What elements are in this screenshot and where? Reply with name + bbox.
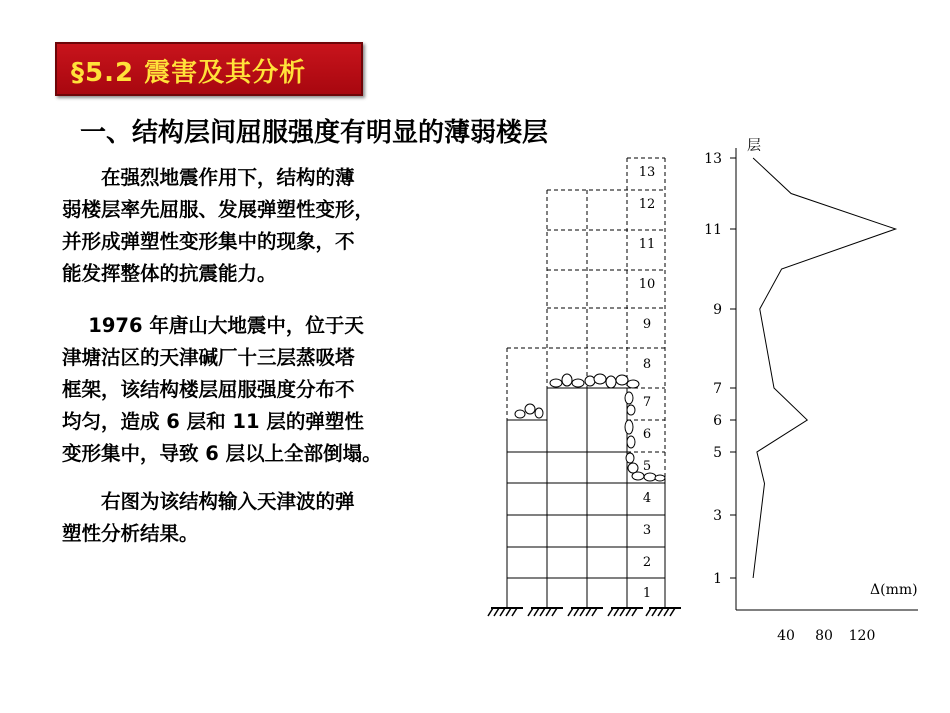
- floor-label: 9: [642, 317, 652, 332]
- y-tick-label: 13: [704, 151, 722, 167]
- y-tick-label: 3: [713, 508, 722, 524]
- section-heading: 一、结构层间屈服强度有明显的薄弱楼层: [80, 118, 549, 148]
- paragraph-2-line: 变形集中，导致 6 层以上全部倒塌。: [62, 442, 382, 465]
- floor-label: 4: [642, 491, 652, 506]
- y-tick-label: 5: [713, 445, 722, 461]
- y-tick-label: 1: [713, 571, 722, 587]
- section-title: §5.2 震害及其分析: [71, 58, 307, 88]
- y-tick-label: 6: [713, 413, 722, 429]
- y-ticks: [704, 151, 736, 587]
- paragraph-3-line: 右图为该结构输入天津波的弹: [62, 490, 355, 513]
- y-axis-label: 层: [747, 138, 761, 154]
- floor-label: 7: [642, 395, 652, 410]
- paragraph-1-line: 能发挥整体的抗震能力。: [62, 262, 277, 285]
- paragraph-2-line: 1976 年唐山大地震中，位于天: [62, 314, 364, 337]
- y-tick-label: 11: [704, 222, 722, 238]
- paragraph-3-line: 塑性分析结果。: [62, 522, 199, 545]
- floor-label: 6: [642, 427, 652, 442]
- floor-label: 12: [638, 197, 656, 212]
- x-tick-label: 120: [848, 628, 876, 644]
- x-tick-label: 40: [777, 628, 795, 644]
- floor-label: 11: [638, 237, 656, 252]
- floor-label: 10: [638, 277, 656, 292]
- paragraph-2-line: 均匀，造成 6 层和 11 层的弹塑性: [62, 410, 364, 433]
- x-ticks: [777, 628, 875, 644]
- displacement-series-line: [753, 158, 896, 578]
- floor-label: 5: [642, 459, 652, 474]
- paragraph-1-line: 弱楼层率先屈服、发展弹塑性变形，: [62, 198, 375, 221]
- floor-label: 1: [642, 586, 652, 601]
- floor-label: 2: [642, 555, 652, 570]
- x-tick-label: 80: [815, 628, 833, 644]
- paragraph-2-line: 津塘沽区的天津碱厂十三层蒸吸塔: [62, 346, 355, 369]
- y-tick-label: 9: [713, 302, 722, 318]
- floor-label: 8: [642, 357, 652, 372]
- x-axis-label: Δ(mm): [870, 582, 918, 598]
- floor-label: 13: [638, 165, 656, 180]
- floor-label: 3: [642, 523, 652, 538]
- paragraph-2-line: 框架，该结构楼层屈服强度分布不: [62, 378, 355, 401]
- paragraph-1-line: 在强烈地震作用下，结构的薄: [62, 166, 355, 189]
- paragraph-1-line: 并形成弹塑性变形集中的现象，不: [62, 230, 355, 253]
- y-tick-label: 7: [713, 381, 722, 397]
